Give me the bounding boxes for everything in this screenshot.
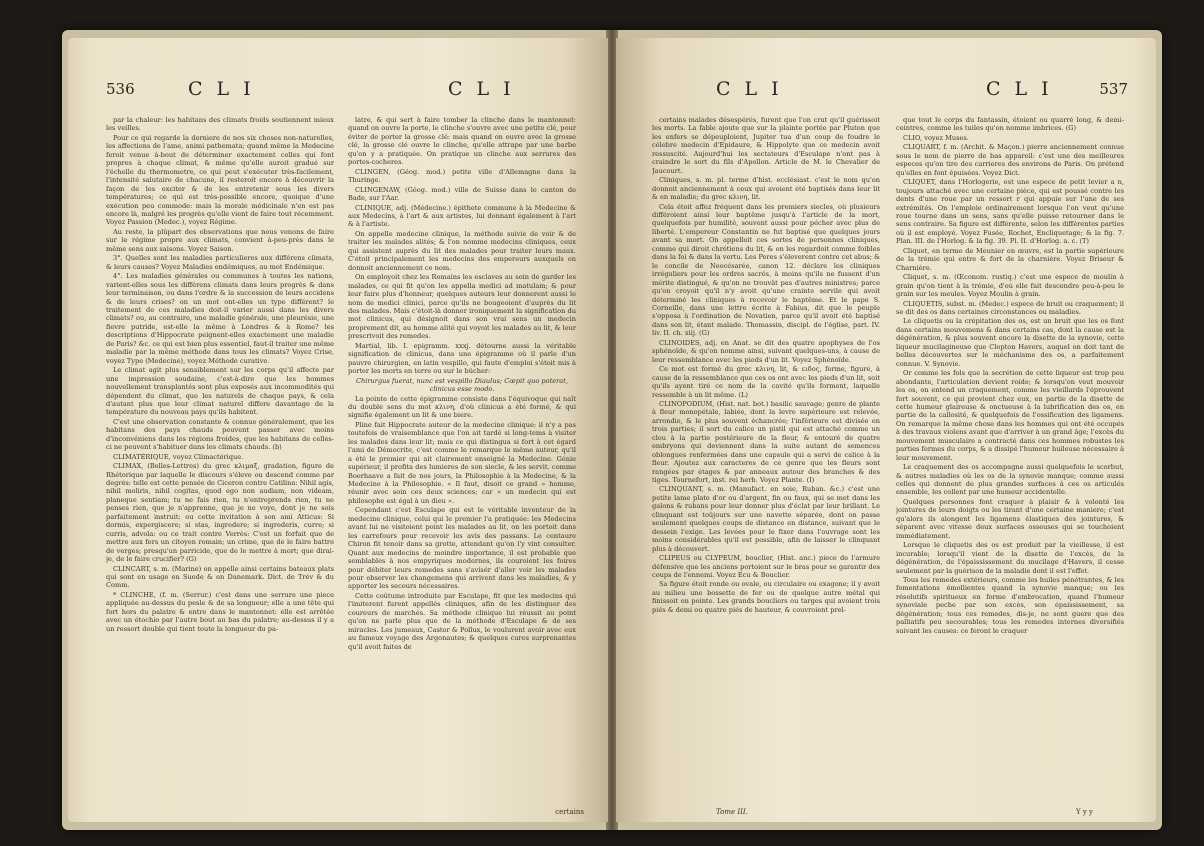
paragraph: par la chaleur: les habitans des climats froids soutiennent mieux les veilles.: [106, 116, 334, 133]
right-head-word-2: CLI: [986, 78, 1063, 100]
paragraph: On employoit chez les Romains les esclaves au soin de garder les malades, ce qui fit qu'on les appella medici ad matulam; & pour leur faire plus d'honneur, quelques auteurs leur donnerent aussi le nom de medici clinici, parce qu'ils ne bougeoient d'auprès du lit des malades. Mais c'étoit-là donner ironiquement la signification du mot clinicus, qui désignoit dans son vrai sens un medecin proprement dit, au homme alité qui voyoit les malades au lit, & leur prescrivoit des remedes.: [348, 273, 576, 341]
paragraph: Sa figure étoit ronde ou ovale, ou circulaire ou exagone; il y avoit au milieu une bossette de fer ou de quelque autre métal qui finissoit en pointe. Les grands boucliers ou targes qui avoient trois piés & demi ou quatre piés de hauteur, & couvroient prel-: [652, 580, 880, 614]
left-page-number: 536: [106, 80, 135, 98]
paragraph: Le climat agit plus sensiblement sur les corps qu'il affecte par une impression soudaine, c'est-à-dire que les hommes nouvellement transplantés sont plus exposés aux incommodités qui dépendent du climat, que les naturels de chaque pays, & cela d'autant plus que leur climat naturel differe davantage de la température du nouveau pays qu'ils habitent.: [106, 366, 334, 417]
right-column-1: [652, 116, 880, 806]
paragraph: certains malades désespérés, furent que l'on crut qu'il guérissoit les morts. La fable ajoute que sur la plainte portée par Pluton que les enfers se dépeuploient, Jupiter tua d'un coup de foudre le célebre medecin d'Epidaure, & Hippolyte que ce medecin avoit ressuscité. Aujourd'hui les sectateurs d'Esculape n'ont pas à craindre le sort du fils d'Apollon. Article de M. le Chevalier de Jaucourt.: [652, 116, 880, 175]
paragraph: Cliquet, en terme de Meunier en œuvre, est la partie supérieure de la trémie qui entre & fort de la charnière. Voyez Briseur & Charnière.: [896, 246, 1124, 272]
paragraph: Pline fait Hippocrate auteur de la medecine clinique: il n'y a pas toutefois de vraisemblance que l'on ait tardé si long-tems à visiter les malades dans leur lit; mais ce qui distingua si fort à cet égard l'ami de Démocrite, c'est comme le remarque le même auteur, qu'il a été le premier qui ait clairement enseigné la Medecine. Génie supérieur, il profita des lumieres de son siecle, & les servit. comme Boerhaave a fait de nos jours, la Philosophie à la Medecine, & la Medecine à la Philosophie. « Il faut, disoit ce grand » homme, réunir avec soin ces deux sciences; car » un medecin qui est philosophe est égal à un dieu ».: [348, 420, 576, 505]
paragraph: CLINIQUE, adj. (Médecine.) épithete commune à la Medecine & aux Medecins, à l'art & aux artistes, lui donnant également à l'art & à l'artiste.: [348, 203, 576, 229]
paragraph: 3°. Quelles sont les maladies particulieres aux différens climats, & leurs causes? Voyez Maladies endémiques, au mot Endémique.: [106, 254, 334, 271]
right-column-2: [896, 116, 1124, 806]
paragraph: Cliniques, s. m. pl. terme d'hist. ecclésiast. c'est le nom qu'on donnoit anciennement à ceux qui avoient été baptisés dans leur lit & en maladie; du grec κλινη, lit.: [652, 176, 880, 202]
left-column-1: [106, 116, 334, 806]
paragraph: CLIMATÉRIQUE, voyez Climactérique.: [113, 452, 244, 461]
paragraph: Or comme les fols que la secrétion de cette liqueur est trop peu abondante, l'articulation devient roide; & lorsqu'on veut mouvoir les os, on entend un craquement, comme les vieillards l'éprouvent fort souvent, ce qui provient chez eux, en partie de la disette de cette humeur glaireuse & onctueuse à la lubrification des os, en partie de la callosité, & quelquefois de l'ossification des ligamens. On remarque la même chose dans les hommes qui ont été occupés à des travaux violens avant que d'arriver à un grand âge; l'excès du mouvement musculaire a contracté dans ces hommes robustes les parties fermes du corps, & a dissipé l'humeur huileuse nécessaire à leur mouvement.: [896, 369, 1124, 462]
paragraph: Au reste, la plûpart des observations que nous venons de faire sur le régime propre aux climats, convient à-peu-près dans le même sens aux saisons. Voyez Saison.: [106, 227, 334, 253]
paragraph: Cliquet, s. m. (Œconom. rustiq.) c'est une espece de moulin à grain qu'on tient à la trémie, d'où elle fait descendre peu-à-peu le grain sur les meules. Voyez Moulin à grain.: [896, 273, 1124, 299]
paragraph: CLIQUETIS, subst. m. (Medec.) espece de bruit ou craquement; il se dit des os dans certaines circonstances ou maladies.: [896, 299, 1124, 316]
paragraph: CLIQUART, f. m. (Archit. & Maçon.) pierre anciennement connue sous le nom de pierre de bas appareil: c'est une des meilleures especes qu'on tire des carrieres des environs de Paris. On prétend qu'elles en font épuisées. Voyez Dict.: [896, 143, 1124, 177]
paragraph: * CLINCHE, (f. m. (Serrur.) c'est dans une serrure une piece appliquée au-dessus du pesle & de sa longueur; elle a une tête qui fort hors du palatre & entre dans le mantonnet: elle est arrêtée avec un étochio par l'autre bout au bas du palatre; au-dessus il y a un ressort double qui tient toute la longueur du pa-: [106, 590, 334, 633]
catchword: certains: [555, 808, 584, 816]
paragraph: Lorsque le cliquetis des os est produit par la vieillesse, il est incurable; lorsqu'il vient de la disette de l'excès, de la dégénération, de l'épaississement du mucilage d'Havers, il cesse seulement par la guérison de la maladie dont il est l'effet.: [896, 541, 1124, 575]
left-column-2: [348, 116, 576, 806]
left-page: [68, 38, 608, 822]
volume-signature: Tome III.: [716, 808, 748, 816]
paragraph: CLIO, voyez Muses.: [903, 133, 969, 142]
paragraph: CLIMAX, (Belles-Lettres) du grec κλιμαξ, gradation, figure de Rhétorique par laquelle le discours s'éleve ou descend comme par degrés: telle est cette pensée de Ciceron contre Catilina: Nihil agis, nihil moliris, nihil cogitas, quod ego non audiam, non videam, planeque sentiam; tu ne fais rien, tu n'entreprends rien, tu ne penses rien, que je n'apprenne, que je ne voye, dont je ne sois parfaitement instruit: ou cette invitation à son ami Atticus: Si dormis, expergiscere; si stas, ingredere; si ingrederis, curre; si curris, advola: ou ce trait contre Verrès: C'est un forfait que de mettre aux fers un citoyen romain; un crime, que de le faire battre de verges; presqu'un parricide, que de le mettre à mort; que dirai-je, de le faire crucifier? (G): [106, 462, 334, 564]
right-head-word-1: CLI: [716, 78, 793, 100]
paragraph: Le cliquetis ou la crépitation des os, est un bruit que les os font dans certains mouvemens & dans certains cas, dont la cause est la dégénération, & plus souvent encore la disette de la synovie, cette liqueur mucilagineuse que Clopton Havers, auquel on doit tant de belles découvertes sur le méchanisme des os, a parfaitement connue. V. Synovie.: [896, 317, 1124, 368]
paragraph: CLIPEUS ou CLYPEUM, bouclier, (Hist. anc.) piece de l'armure défensive que les anciens portoient sur le bras pour se garantir des coups de l'ennemi. Voyez Ecu & Bouclier.: [652, 554, 880, 580]
paragraph: Cependant c'est Esculape qui est le véritable inventeur de la medecine clinique, celui qui le premier l'a pratiquée: les Medecins avant lui ne visitoient point les malades au lit, on les portoit dans les carrefours pour recevoir les avis des passans. Le centaure Chiron fit tenoir dans sa grotte, attendant qu'on l'y vint consulter. Quant aux medecins de moindre importance, il est probable que semblables à nos empyriques modernes, ils couroient les foires pour débiter leurs remedes sans s'avisér d'aller voir les malades pour observer les changemens qui arrivent dans les maladies, & y apporter les secours nécessaires.: [348, 506, 576, 591]
paragraph: CLINGEN, (Géog. mod.) petite ville d'Allemagne dans la Thuringe.: [348, 167, 576, 185]
paragraph: 4°. Les maladies générales ou communes à toutes les nations, varient-elles sous les différens climats dans leurs progrès & dans leur terminaison, ou dans l'ordre & la succession de leurs accidens & de leurs crises? on un mot ont-elles un type différent? le traitement de ces maladies doit-il varier aussi dans les divers climats? ou, au contraire, une maladie générale, une pleurésie, une fievre putride, est-elle la même à Londres & à Rome? les descriptions d'Hippocrate peignent-elles exactement une maladie de Paris? &c. ce qui est bien plus essentiel, faut-il traiter une même maladie par la même méthode dans tous les climats? Voyez Crise, voyez Type (Medecine), voyez Méthode curative.: [106, 272, 334, 365]
right-running-head: [616, 78, 1156, 104]
paragraph: CLINQUANT, s. m. (Manufact. en soie, Ruban. &c.) c'est une petite lame plate d'or ou d'argent, fin ou faux, qui se met dans les galons & rubans pour leur donner plus d'éclat par leur brillant. Le clinquant est toûjours sur une navette séparée, dont on passe seulement quelques coups de distance en distance, suivant que le dessein l'exige. Les levées pour le fixer dans l'ouvrage sont les moins considérables qu'il est possible, afin de laisser le clinquant plus à découvert.: [652, 485, 880, 553]
left-running-head: [68, 78, 608, 104]
right-page: [616, 38, 1156, 822]
paragraph: CLIQUET, dans l'Horlogerie, est une espece de petit levier a n, toujours attaché avec une certaine pièce, qui est poussé contre les dents d'une roue par un ressort r qui appuie sur l'une de ses extrémités. On l'emploie ordinairement lorsque l'on veut qu'une roue tourne dans un sens, sans qu'elle puisse retourner dans le sens contraire. Sa figure est différente, selon les différentes parties où il est employé. Voyez Fusée, Rochet, Encliquetage; & la fig. 7. Plan. III. de l'Horlog. & la fig. 39. Pl. II. d'Horlog. a. c. (T): [896, 178, 1124, 246]
paragraph: C'est une observation constante & connue généralement, que les habitans des pays chauds peuvent passer avec moins d'inconvéniens dans les régions froides, que les habitans de celles-ci ne peuvent s'habituer dans les climats chauds. (b): [106, 417, 334, 452]
right-page-number: 537: [1099, 80, 1128, 98]
paragraph: Pour ce qui regarde la derniere de nos six choses non-naturelles, les affections de l'ame, animi pathemata; quand même la Medecine feroit venue à-bout de déterminer exactement celles qui font propres à chaque climat, & même qu'elle auroit gradué sur l'échelle du thermometre, ce qui peut s'exécuter très-facilement, l'intensité salutaire de chacune, il resteroit encore à découvrir la façon de les exciter & de les entretenir sous les divers températures; ce qui est très-possible encore, quoique d'une exécution peu commode: mais la morale médicinale n'en est pas encore là, malgré les progrès qu'elle vient de faire tout récemment. Voyez Passion (Medec.), voyez Régime.: [106, 133, 334, 227]
paragraph: CLINGENAW, (Géog. mod.) ville de Suisse dans le canton de Bade, sur l'Aar.: [348, 185, 576, 203]
paragraph: CLINCART, s. m. (Marine) on appelle ainsi certains bateaux plats qui sont en usage en Suede & en Danemark. Dict. de Trév & du Comm.: [106, 564, 334, 590]
paragraph: CLINOIDES, adj. en Anat. se dit des quatre apophyses de l'os sphénoïde, & qu'on nomme ainsi, suivant quelques-uns, à cause de leur ressemblance avec les pieds d'un lit. Voyez Sphénoïde.: [652, 338, 880, 364]
paragraph: Chirurgus fuerat, nunc est vespillo Diaulus; Cœpit quo poterat, clinicus esse modo.: [356, 376, 568, 394]
signature-mark: Y y y: [1076, 808, 1093, 816]
paragraph: Quelques personnes font craquer à plaisir & à volonté les jointures de leurs doigts ou les tirant d'une certaine maniere; c'est qu'alors ils alongent les ligamens élastiques des jointures, & séparent avec vitesse deux surfaces osseuses qui se touchoient immédiatement.: [896, 497, 1124, 540]
open-book: [62, 30, 1162, 830]
paragraph: Le craquement des os accompagne aussi quelquefois le scorbut, & autres maladies où les os de la synovie manque; comme aussi celles qui donnent de plus grandes surfaces à ces os articulés ensemble, les collent par une humeur accidentelle.: [896, 463, 1124, 497]
paragraph: que tout le corps du fantassin, étoient ou quarré long, & demi-ceintres, comme les tuiles qu'on nomme imbrices. (G): [896, 116, 1124, 133]
left-head-word-1: CLI: [188, 78, 265, 100]
paragraph: Cette coûtume introduite par Esculape, fit que les medecins qui l'imiterent furent appellés cliniques, afin de les distinguer des coureurs de marchés. Sa méthode clinique lui réussit au point qu'on ne parle plus que de la méthode d'Esculape & de ses miracles. Les jumeaux, Castor & Pollux, le voulurent avoir avec eux au fameux voyage des Argonautes; & quelques cures surprenantes qu'il avoit faites de: [348, 591, 576, 651]
paragraph: CLINOPODIUM, (Hist. nat. bot.) basilic sauvage; genre de plante à fleur monopétale, labiée, dont la levre supérieure est relevée, arrondie, & le plus souvent échancrée; l'inférieure est divisée en trois parties; il sort du calice un pistil qui est attaché comme un clou à la partie postérieure de la fleur, & entouré de quatre embryons qui deviennent dans la suite autant de semences oblongues renfermées dans une capsule qui a servi de calice à la fleur. Ajoutez aux caracteres de ce genre que les fleurs sont rangées par étages & par anneaux autour des branches & des tiges. Tournefort, inst. rei herb. Voyez Plante. (I): [652, 399, 880, 485]
paragraph: Martial, lib. I. epigramm. xxxj. détourne aussi la véritable signification de clinicus, dans une épigramme où il parle d'un pauvre chirurgien, en latin vespillo, qui faute d'emploi s'étoit mis à porter les morts en terre ou sur le bûcher:: [348, 341, 576, 376]
paragraph: La pointe de cette épigramme consiste dans l'équivoque qui naît du double sens du mot κλινη, d'où clinicus a été formé, & qui signifie également un lit & une biere.: [348, 394, 576, 420]
paragraph: Ce mot est formé du grec κλινη, lit, & ειδος, forme, figure, à cause de la ressemblance que ces os ont avec les pieds d'un lit, soit qu'ils ayent tiré ce nom de la cavité qu'ils forment, laquelle ressemble à un lit même. (L): [652, 365, 880, 399]
paragraph: latre, & qui sert à faire tomber la clinche dans le mantonnet: quand on ouvre la porte, le clinche s'ouvre avec une petite clé, pour éviter de porter la grosse clé: mais quand on ouvre avec la grosse clé, la grosse clé ouvre le clinche, qu'elle attrape par une barbe qu'on y a pratiquée. On pratique un clinche aux serrures des portes-cocheres.: [348, 116, 576, 167]
left-head-word-2: CLI: [448, 78, 525, 100]
paragraph: On appelle medecine clinique, la méthode suivie de voir & de traiter les malades alités; & l'on nomme medecins cliniques, ceux qui assistent auprès du lit des malades pour traiter leurs maux. C'étoit principalement les medecins des empereurs auxquels on donnoit anciennement ce nom.: [348, 229, 576, 272]
paragraph: Tous les remedes extérieurs, comme les huiles pénétrantes, & les fomentations émollientes quand la synovie manque; ou les résolutifs spiritueux en forme d'embrocation, quand l'humeur synoviale peche par son excès, son épaississement, sa dégénération; tous ces remedes, dis-je, ne sont guere que des palliatifs peu secourables; tous les remedes internes diversifiés suivant les causes: ce feront le craquer: [896, 576, 1124, 635]
paragraph: Cela étoit affez fréquent dans les premiers siecles, où plusieurs différoient ainsi leur baptême jusqu'à l'article de la mort, quelquefois par humilité, souvent aussi pour pécher avec plus de liberté. L'empereur Constantin ne fut baptisé que quelques jours avant sa mort. On appelloit ces sortes de personnes cliniques, comme qui diroit chrétiens du lit, & on les regardoit comme foibles dans la foi & dans la vertu. Les Peres s'éleverent contre cet abus; & le concile de Neocésarée, canon 12. déclare les cliniques irréguliers pour les ordres sacrés, à moins qu'ils ne fussent d'un mérite distingué, & qu'on ne trouvât pas d'autres ministres; parce qu'on croyoit qu'il n'y avoit qu'une crainte servile qui avoit déterminé les cliniques à recevoir le baptême. Et le pape S. Corneille, dans une lettre écrite à Fabius, dit que le peuple s'opposa à l'ordination de Novatien, parce qu'il avoit été baptisé dans son lit, étant malade. Thomassin, discipl. de l'église, part. IV. liv. II. ch. xiij. (G): [652, 202, 880, 338]
